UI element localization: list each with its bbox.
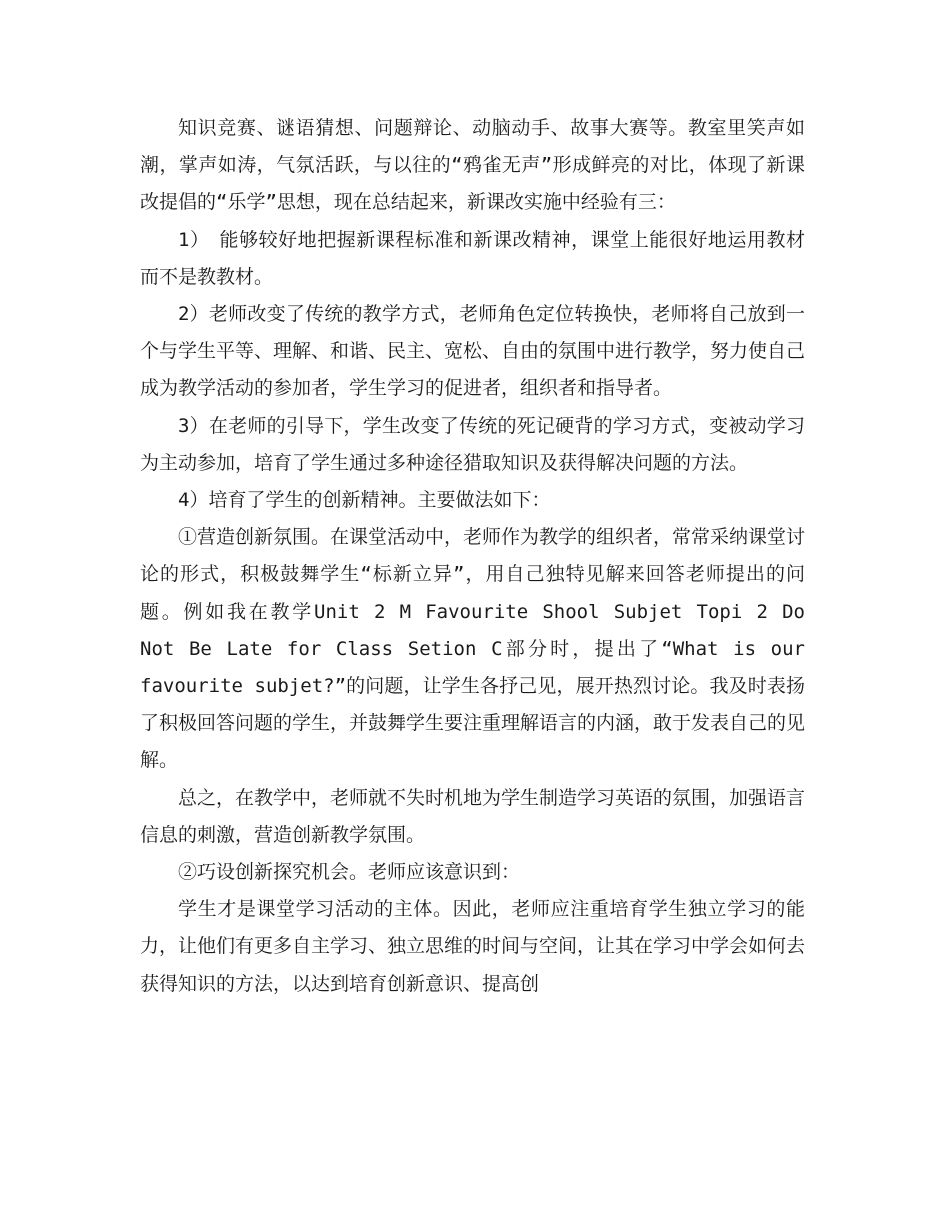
paragraph-point-2: 2）老师改变了传统的教学方式，老师角色定位转换快，老师将自己放到一个与学生平等、理解、和谐、民主、宽松、自由的氛围中进行教学，努力使自己成为教学活动的参加者，学生学习的促进者，组织者和指导者。 — [140, 303, 806, 400]
paragraph-subpoint-2: ②巧设创新探究机会。老师应该意识到： — [178, 861, 521, 884]
paragraph-summary: 总之，在教学中，老师就不失时机地为学生制造学习英语的氛围，加强语言信息的刺激，营造创新教学氛围。 — [140, 786, 806, 846]
paragraph-point-4: 4）培育了学生的创新精神。主要做法如下： — [178, 489, 551, 512]
paragraph-students-main: 学生才是课堂学习活动的主体。因此，老师应注重培育学生独立学习的能力，让他们有更多自主学习、独立思维的时间与空间，让其在学习中学会如何去获得知识的方法，以达到培育创新意识、提高创 — [140, 898, 806, 995]
paragraph-intro: 知识竞赛、谜语猜想、问题辩论、动脑动手、故事大赛等。教室里笑声如潮，掌声如涛，气氛活跃，与以往的“鸦雀无声”形成鲜亮的对比，体现了新课改提倡的“乐学”思想，现在总结起来，新课改实施中经验有三： — [140, 117, 805, 214]
paragraph-point-3: 3）在老师的引导下，学生改变了传统的死记硬背的学习方式，变被动学习为主动参加，培育了学生通过多种途径猎取知识及获得解决问题的方法。 — [140, 414, 805, 474]
paragraph-subpoint-1: ①营造创新氛围。在课堂活动中，老师作为教学的组织者，常常采纳课堂讨论的形式，积极鼓舞学生“标新立异”，用自己独特见解来回答老师提出的问题。例如我在教学Unit 2 M Favourite Shool Subjet Topi 2 Do Not Be Late for Class Setion C部分时，提出了“What is our favourite subjet?”的问题，让学生各抒己见，展开热烈讨论。我及时表扬了积极回答问题的学生，并鼓舞学生要注重理解语言的内涵，敢于发表自己的见解。 — [140, 526, 817, 772]
paragraph-point-1: 1） 能够较好地把握新课程标准和新课改精神，课堂上能很好地运用教材而不是教教材。 — [140, 228, 805, 288]
document-body — [140, 110, 817, 1003]
